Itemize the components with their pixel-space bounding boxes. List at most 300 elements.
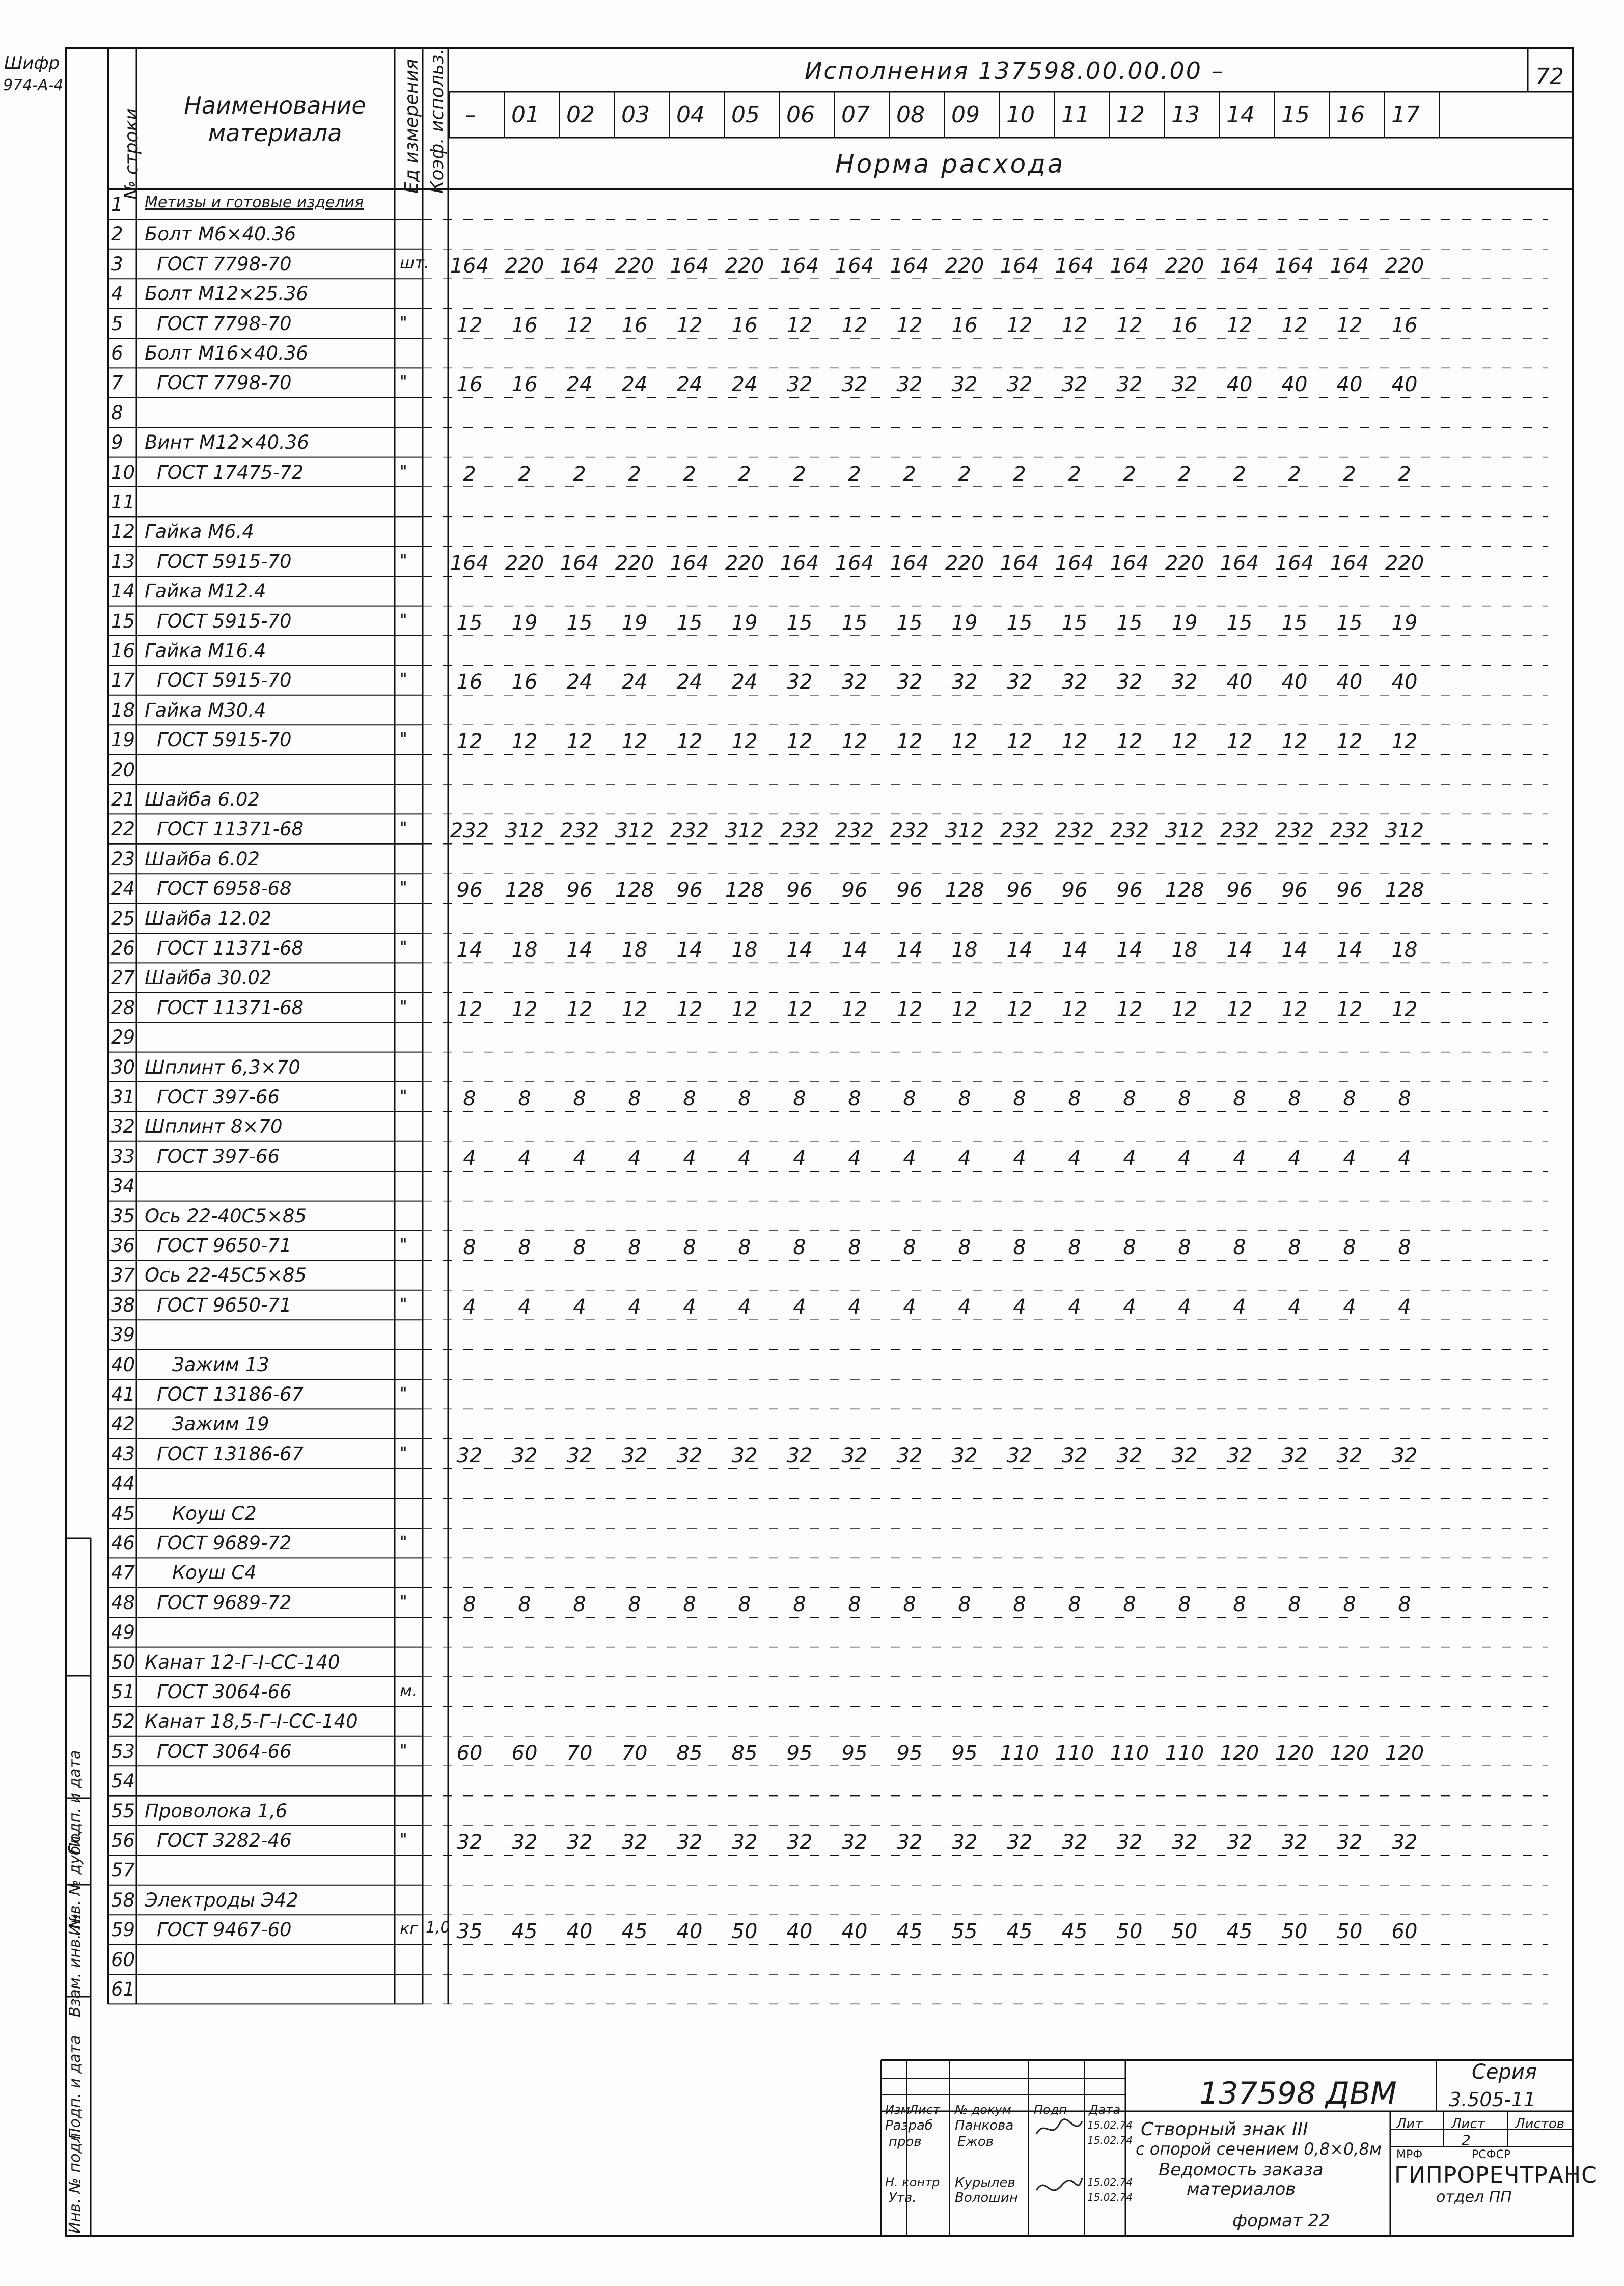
norm-value-cell: 45	[621, 1920, 648, 1944]
date-c: 15.02.74	[1087, 2176, 1133, 2188]
norm-value-cell: 2	[1288, 462, 1301, 486]
norm-value-cell: 164	[1220, 254, 1259, 278]
norm-value-cell: 32	[786, 1831, 813, 1854]
norm-value-cell: 164	[835, 551, 874, 575]
column-header-13: 13	[1171, 102, 1200, 128]
norm-value-cell: 60	[1391, 1920, 1418, 1944]
norm-value-cell: 50	[1116, 1920, 1143, 1944]
norm-value-cell: 40	[1336, 373, 1363, 397]
norm-value-cell: 312	[505, 819, 544, 843]
norm-value-cell: 96	[1281, 879, 1308, 903]
row-material-name: Коуш С4	[172, 1562, 257, 1584]
norm-value-cell: 8	[1013, 1236, 1026, 1259]
column-header-07: 07	[841, 102, 870, 128]
norm-value-cell: 312	[945, 819, 984, 843]
norm-value-cell: 4	[1398, 1295, 1411, 1319]
row-number: 26	[111, 937, 135, 959]
norm-value-cell: 45	[1006, 1920, 1033, 1944]
norm-value-cell: 15	[456, 611, 483, 635]
norm-value-cell: 8	[1178, 1592, 1191, 1616]
norm-value-cell: 32	[1116, 1831, 1143, 1854]
norm-value-cell: 120	[1220, 1741, 1259, 1765]
norm-value-cell: 2	[958, 462, 971, 486]
hdr-list: Лист	[909, 2103, 940, 2117]
norm-value-cell: 32	[1171, 670, 1198, 694]
norm-value-cell: 4	[793, 1295, 806, 1319]
norm-value-cell: 164	[450, 551, 489, 575]
norm-value-cell: 8	[1233, 1087, 1246, 1110]
row-material-name: Гайка М6.4	[145, 521, 254, 543]
column-header-base: –	[465, 102, 476, 128]
person-developer: Панкова	[955, 2118, 1014, 2133]
row-number: 22	[111, 818, 135, 840]
norm-value-cell: 32	[731, 1444, 758, 1467]
norm-value-cell: 32	[1061, 670, 1088, 694]
row-unit: "	[400, 937, 407, 957]
column-header-06: 06	[786, 102, 815, 128]
norm-value-cell: 4	[1013, 1295, 1026, 1319]
norm-value-cell: 232	[890, 819, 929, 843]
norm-value-cell: 4	[738, 1146, 751, 1170]
norm-value-cell: 8	[463, 1592, 476, 1616]
column-header-15: 15	[1281, 102, 1310, 128]
norm-value-cell: 50	[731, 1920, 758, 1944]
norm-value-cell: 8	[683, 1087, 696, 1110]
norm-value-cell: 312	[615, 819, 654, 843]
norm-value-cell: 220	[615, 254, 654, 278]
norm-value-cell: 220	[1165, 551, 1204, 575]
norm-value-cell: 2	[738, 462, 751, 486]
norm-value-cell: 12	[566, 997, 593, 1021]
norm-value-cell: 16	[511, 670, 538, 694]
norm-value-cell: 70	[566, 1741, 593, 1765]
doc-code: 137598 ДВМ	[1199, 2076, 1397, 2111]
norm-value-cell: 12	[566, 313, 593, 337]
row-number: 6	[111, 342, 123, 364]
row-unit: "	[400, 878, 407, 897]
norm-value-cell: 12	[1171, 997, 1198, 1021]
norm-value-cell: 128	[1165, 879, 1204, 903]
norm-value-cell: 12	[896, 730, 923, 754]
row-number: 35	[111, 1205, 135, 1227]
norm-value-cell: 312	[1165, 819, 1204, 843]
norm-value-cell: 120	[1385, 1741, 1424, 1765]
norm-value-cell: 8	[1123, 1236, 1136, 1259]
norm-label: Норма расхода	[835, 149, 1065, 179]
row-number: 17	[111, 669, 135, 692]
norm-value-cell: 164	[780, 254, 819, 278]
sheet-corner-number: 72	[1535, 64, 1564, 90]
row-number: 49	[111, 1621, 135, 1644]
norm-value-cell: 96	[1336, 879, 1363, 903]
row-number: 56	[111, 1830, 135, 1852]
side-sign-date: Подп. и дата	[66, 2035, 84, 2139]
norm-value-cell: 40	[1226, 670, 1253, 694]
role-norm-control: Н. контр	[885, 2175, 940, 2189]
hdr-date: Дата	[1089, 2103, 1121, 2117]
row-material-name: ГОСТ 17475-72	[157, 461, 304, 483]
norm-value-cell: 32	[676, 1831, 703, 1854]
norm-value-cell: 232	[450, 819, 489, 843]
row-material-name: Гайка М30.4	[145, 699, 266, 721]
signature-1	[1034, 2114, 1085, 2144]
norm-value-cell: 12	[1391, 997, 1418, 1021]
norm-value-cell: 220	[505, 254, 544, 278]
row-number: 29	[111, 1026, 135, 1049]
row-number: 59	[111, 1919, 135, 1941]
norm-value-cell: 40	[786, 1920, 813, 1944]
norm-value-cell: 220	[1385, 254, 1424, 278]
row-material-name: ГОСТ 13186-67	[157, 1383, 304, 1405]
row-number: 60	[111, 1948, 135, 1971]
row-material-name: ГОСТ 11371-68	[157, 996, 304, 1019]
norm-value-cell: 32	[1171, 1831, 1198, 1854]
norm-value-cell: 12	[676, 313, 703, 337]
row-material-name: Зажим 19	[172, 1413, 269, 1435]
norm-value-cell: 312	[725, 819, 764, 843]
column-header-03: 03	[621, 102, 650, 128]
norm-value-cell: 32	[1061, 1444, 1088, 1467]
norm-value-cell: 8	[1288, 1236, 1301, 1259]
row-number: 34	[111, 1175, 135, 1198]
norm-value-cell: 12	[1006, 997, 1033, 1021]
norm-value-cell: 24	[731, 670, 758, 694]
norm-value-cell: 60	[456, 1741, 483, 1765]
norm-value-cell: 8	[903, 1087, 916, 1110]
norm-value-cell: 4	[683, 1295, 696, 1319]
coef-label: Коэф. использ.	[427, 48, 448, 194]
norm-value-cell: 14	[1336, 938, 1363, 962]
norm-value-cell: 14	[1226, 938, 1253, 962]
norm-value-cell: 8	[463, 1087, 476, 1110]
norm-value-cell: 12	[511, 730, 538, 754]
norm-value-cell: 164	[560, 551, 599, 575]
norm-value-cell: 45	[1061, 1920, 1088, 1944]
norm-value-cell: 2	[1398, 462, 1411, 486]
norm-value-cell: 50	[1171, 1920, 1198, 1944]
norm-value-cell: 32	[841, 373, 868, 397]
norm-value-cell: 164	[890, 551, 929, 575]
desc-line-1: Створный знак III	[1141, 2119, 1308, 2140]
norm-value-cell: 24	[621, 373, 648, 397]
column-header-08: 08	[896, 102, 925, 128]
norm-value-cell: 4	[1288, 1146, 1301, 1170]
norm-value-cell: 8	[903, 1592, 916, 1616]
row-material-name: Проволока 1,6	[145, 1800, 288, 1822]
norm-value-cell: 24	[566, 373, 593, 397]
norm-value-cell: 2	[793, 462, 806, 486]
row-unit: "	[400, 669, 407, 689]
norm-value-cell: 8	[628, 1087, 641, 1110]
norm-value-cell: 8	[1343, 1592, 1356, 1616]
row-unit: "	[400, 1532, 407, 1552]
shifr-label: Шифр	[4, 53, 60, 73]
unit-label: Ед измерения	[401, 59, 422, 194]
norm-value-cell: 32	[1061, 373, 1088, 397]
norm-value-cell: 12	[951, 730, 978, 754]
norm-value-cell: 32	[1006, 373, 1033, 397]
norm-value-cell: 128	[1385, 879, 1424, 903]
norm-value-cell: 220	[1165, 254, 1204, 278]
norm-value-cell: 16	[621, 313, 648, 337]
norm-value-cell: 8	[848, 1592, 861, 1616]
row-material-name: ГОСТ 7798-70	[157, 253, 292, 275]
norm-value-cell: 15	[1336, 611, 1363, 635]
row-unit: "	[400, 818, 407, 838]
norm-value-cell: 8	[518, 1236, 531, 1259]
norm-value-cell: 4	[628, 1146, 641, 1170]
norm-value-cell: 12	[896, 313, 923, 337]
row-material-name: ГОСТ 11371-68	[157, 818, 304, 840]
row-number: 4	[111, 283, 123, 305]
row-number: 51	[111, 1681, 135, 1703]
column-header-14: 14	[1226, 102, 1255, 128]
norm-value-cell: 232	[780, 819, 819, 843]
norm-value-cell: 12	[1226, 313, 1253, 337]
norm-value-cell: 8	[1068, 1087, 1081, 1110]
norm-value-cell: 40	[1336, 670, 1363, 694]
norm-value-cell: 8	[1013, 1087, 1026, 1110]
norm-value-cell: 32	[456, 1444, 483, 1467]
row-number: 40	[111, 1353, 135, 1376]
norm-value-cell: 8	[1178, 1087, 1191, 1110]
norm-value-cell: 96	[676, 879, 703, 903]
norm-value-cell: 8	[903, 1236, 916, 1259]
norm-value-cell: 4	[1178, 1146, 1191, 1170]
row-unit: "	[400, 996, 407, 1016]
norm-value-cell: 12	[1006, 313, 1033, 337]
norm-value-cell: 4	[1288, 1295, 1301, 1319]
row-material-name: ГОСТ 397-66	[157, 1086, 280, 1108]
norm-value-cell: 16	[1171, 313, 1198, 337]
norm-value-cell: 8	[958, 1087, 971, 1110]
norm-value-cell: 96	[1006, 879, 1033, 903]
row-unit: "	[400, 372, 407, 392]
norm-value-cell: 2	[903, 462, 916, 486]
row-number: 25	[111, 907, 135, 930]
norm-value-cell: 40	[566, 1920, 593, 1944]
row-unit: "	[400, 312, 407, 332]
row-material-name: Канат 12-Г-I-СС-140	[145, 1651, 340, 1673]
date-b: 15.02.74	[1087, 2134, 1133, 2146]
row-material-name: Ось 22-45С5×85	[145, 1264, 307, 1287]
column-header-17: 17	[1391, 102, 1420, 128]
sheet-label: Лист	[1451, 2116, 1485, 2132]
norm-value-cell: 16	[456, 670, 483, 694]
norm-value-cell: 32	[841, 670, 868, 694]
norm-value-cell: 12	[1116, 313, 1143, 337]
norm-value-cell: 2	[1343, 462, 1356, 486]
norm-value-cell: 164	[560, 254, 599, 278]
norm-value-cell: 164	[1000, 551, 1039, 575]
norm-value-cell: 8	[1398, 1592, 1411, 1616]
norm-value-cell: 32	[731, 1831, 758, 1854]
row-material-name: Шайба 30.02	[145, 967, 272, 989]
row-material-name: ГОСТ 9689-72	[157, 1591, 292, 1614]
norm-value-cell: 32	[896, 670, 923, 694]
norm-value-cell: 4	[1013, 1146, 1026, 1170]
norm-value-cell: 15	[841, 611, 868, 635]
execution-label: Исполнения 137598.00.00.00 –	[805, 57, 1225, 85]
norm-value-cell: 32	[511, 1831, 538, 1854]
norm-value-cell: 8	[1123, 1592, 1136, 1616]
norm-value-cell: 15	[1281, 611, 1308, 635]
norm-value-cell: 12	[511, 997, 538, 1021]
norm-value-cell: 4	[683, 1146, 696, 1170]
norm-value-cell: 4	[463, 1146, 476, 1170]
norm-value-cell: 120	[1330, 1741, 1369, 1765]
org-rsfsr: РСФСР	[1472, 2148, 1511, 2161]
row-material-name: ГОСТ 9650-71	[157, 1235, 292, 1257]
norm-value-cell: 96	[786, 879, 813, 903]
norm-value-cell: 32	[1391, 1831, 1418, 1854]
norm-value-cell: 40	[1226, 373, 1253, 397]
norm-value-cell: 18	[621, 938, 648, 962]
norm-value-cell: 8	[1123, 1087, 1136, 1110]
norm-value-cell: 12	[1281, 730, 1308, 754]
norm-value-cell: 4	[518, 1146, 531, 1170]
norm-value-cell: 14	[896, 938, 923, 962]
norm-value-cell: 15	[1116, 611, 1143, 635]
norm-value-cell: 4	[958, 1295, 971, 1319]
norm-value-cell: 15	[896, 611, 923, 635]
norm-value-cell: 12	[1281, 997, 1308, 1021]
norm-value-cell: 4	[573, 1146, 586, 1170]
norm-value-cell: 12	[786, 997, 813, 1021]
row-number: 36	[111, 1235, 135, 1257]
row-unit: "	[400, 1235, 407, 1254]
norm-value-cell: 2	[1233, 462, 1246, 486]
row-number: 57	[111, 1859, 135, 1882]
row-number: 5	[111, 312, 123, 335]
row-number: 37	[111, 1264, 135, 1287]
norm-value-cell: 4	[1123, 1146, 1136, 1170]
norm-value-cell: 32	[1281, 1444, 1308, 1467]
norm-value-cell: 232	[560, 819, 599, 843]
norm-value-cell: 4	[1068, 1295, 1081, 1319]
row-material-name: ГОСТ 6958-68	[157, 878, 292, 900]
norm-value-cell: 24	[676, 373, 703, 397]
norm-value-cell: 8	[518, 1087, 531, 1110]
name-title: Наименование материала	[184, 92, 366, 147]
norm-value-cell: 164	[450, 254, 489, 278]
row-material-name: Электроды Э42	[145, 1889, 298, 1911]
person-checker: Ежов	[957, 2134, 994, 2149]
norm-value-cell: 15	[1226, 611, 1253, 635]
row-number: 31	[111, 1086, 135, 1108]
row-number: 27	[111, 967, 135, 989]
norm-value-cell: 45	[1226, 1920, 1253, 1944]
org-mrf: МРФ	[1396, 2148, 1423, 2161]
norm-value-cell: 164	[780, 551, 819, 575]
norm-value-cell: 8	[1068, 1592, 1081, 1616]
norm-value-cell: 96	[896, 879, 923, 903]
norm-value-cell: 19	[1171, 611, 1198, 635]
norm-value-cell: 8	[1178, 1236, 1191, 1259]
row-number: 19	[111, 729, 135, 751]
norm-value-cell: 12	[621, 730, 648, 754]
norm-value-cell: 2	[1013, 462, 1026, 486]
norm-value-cell: 16	[731, 313, 758, 337]
norm-value-cell: 2	[1178, 462, 1191, 486]
norm-value-cell: 164	[1330, 254, 1369, 278]
row-number: 61	[111, 1978, 135, 2000]
row-unit: м.	[400, 1681, 418, 1700]
norm-value-cell: 220	[945, 551, 984, 575]
norm-value-cell: 4	[903, 1295, 916, 1319]
row-coefficient: 1,0	[426, 1919, 450, 1937]
norm-value-cell: 32	[1281, 1831, 1308, 1854]
norm-value-cell: 164	[1055, 254, 1094, 278]
norm-value-cell: 96	[841, 879, 868, 903]
norm-value-cell: 164	[1330, 551, 1369, 575]
norm-value-cell: 32	[1391, 1444, 1418, 1467]
row-number: 7	[111, 372, 123, 394]
norm-value-cell: 8	[793, 1236, 806, 1259]
date-a: 15.02.74	[1087, 2119, 1133, 2131]
norm-value-cell: 85	[676, 1741, 703, 1765]
norm-value-cell: 232	[670, 819, 709, 843]
row-unit: "	[400, 1294, 407, 1314]
norm-value-cell: 15	[676, 611, 703, 635]
row-number: 47	[111, 1562, 135, 1584]
norm-value-cell: 12	[1391, 730, 1418, 754]
norm-value-cell: 164	[1110, 551, 1149, 575]
row-unit: "	[400, 729, 407, 749]
norm-value-cell: 32	[621, 1444, 648, 1467]
norm-value-cell: 40	[841, 1920, 868, 1944]
row-number: 30	[111, 1056, 135, 1078]
norm-value-cell: 24	[731, 373, 758, 397]
norm-value-cell: 164	[1110, 254, 1149, 278]
norm-value-cell: 14	[676, 938, 703, 962]
norm-value-cell: 4	[793, 1146, 806, 1170]
format-label: формат 22	[1232, 2211, 1330, 2231]
norm-value-cell: 4	[903, 1146, 916, 1170]
norm-value-cell: 2	[1068, 462, 1081, 486]
row-number: 43	[111, 1443, 135, 1465]
sheets-label: Листов	[1515, 2116, 1565, 2132]
norm-value-cell: 32	[1116, 373, 1143, 397]
role-approved: Утв.	[889, 2190, 917, 2206]
side-vzam-inv: Взам. инв. №	[66, 1913, 84, 2017]
row-material-name: ГОСТ 5915-70	[157, 729, 292, 751]
norm-value-cell: 15	[1006, 611, 1033, 635]
norm-value-cell: 32	[1006, 1444, 1033, 1467]
norm-value-cell: 32	[1006, 670, 1033, 694]
norm-value-cell: 14	[1281, 938, 1308, 962]
norm-value-cell: 12	[1281, 313, 1308, 337]
row-material-name: ГОСТ 11371-68	[157, 937, 304, 959]
norm-value-cell: 220	[945, 254, 984, 278]
row-material-name: ГОСТ 7798-70	[157, 372, 292, 394]
row-number: 53	[111, 1740, 135, 1762]
norm-value-cell: 128	[615, 879, 654, 903]
row-material-name: Ось 22-40С5×85	[145, 1205, 307, 1227]
row-number: 15	[111, 610, 135, 632]
norm-value-cell: 12	[1116, 997, 1143, 1021]
signature-2	[1034, 2172, 1085, 2203]
row-number: 33	[111, 1145, 135, 1167]
norm-value-cell: 4	[628, 1295, 641, 1319]
row-number: 1	[111, 194, 123, 215]
row-number: 18	[111, 699, 135, 721]
norm-value-cell: 45	[896, 1920, 923, 1944]
row-number: 3	[111, 253, 123, 275]
norm-value-cell: 128	[945, 879, 984, 903]
norm-value-cell: 164	[1220, 551, 1259, 575]
row-material-name: ГОСТ 397-66	[157, 1145, 280, 1167]
